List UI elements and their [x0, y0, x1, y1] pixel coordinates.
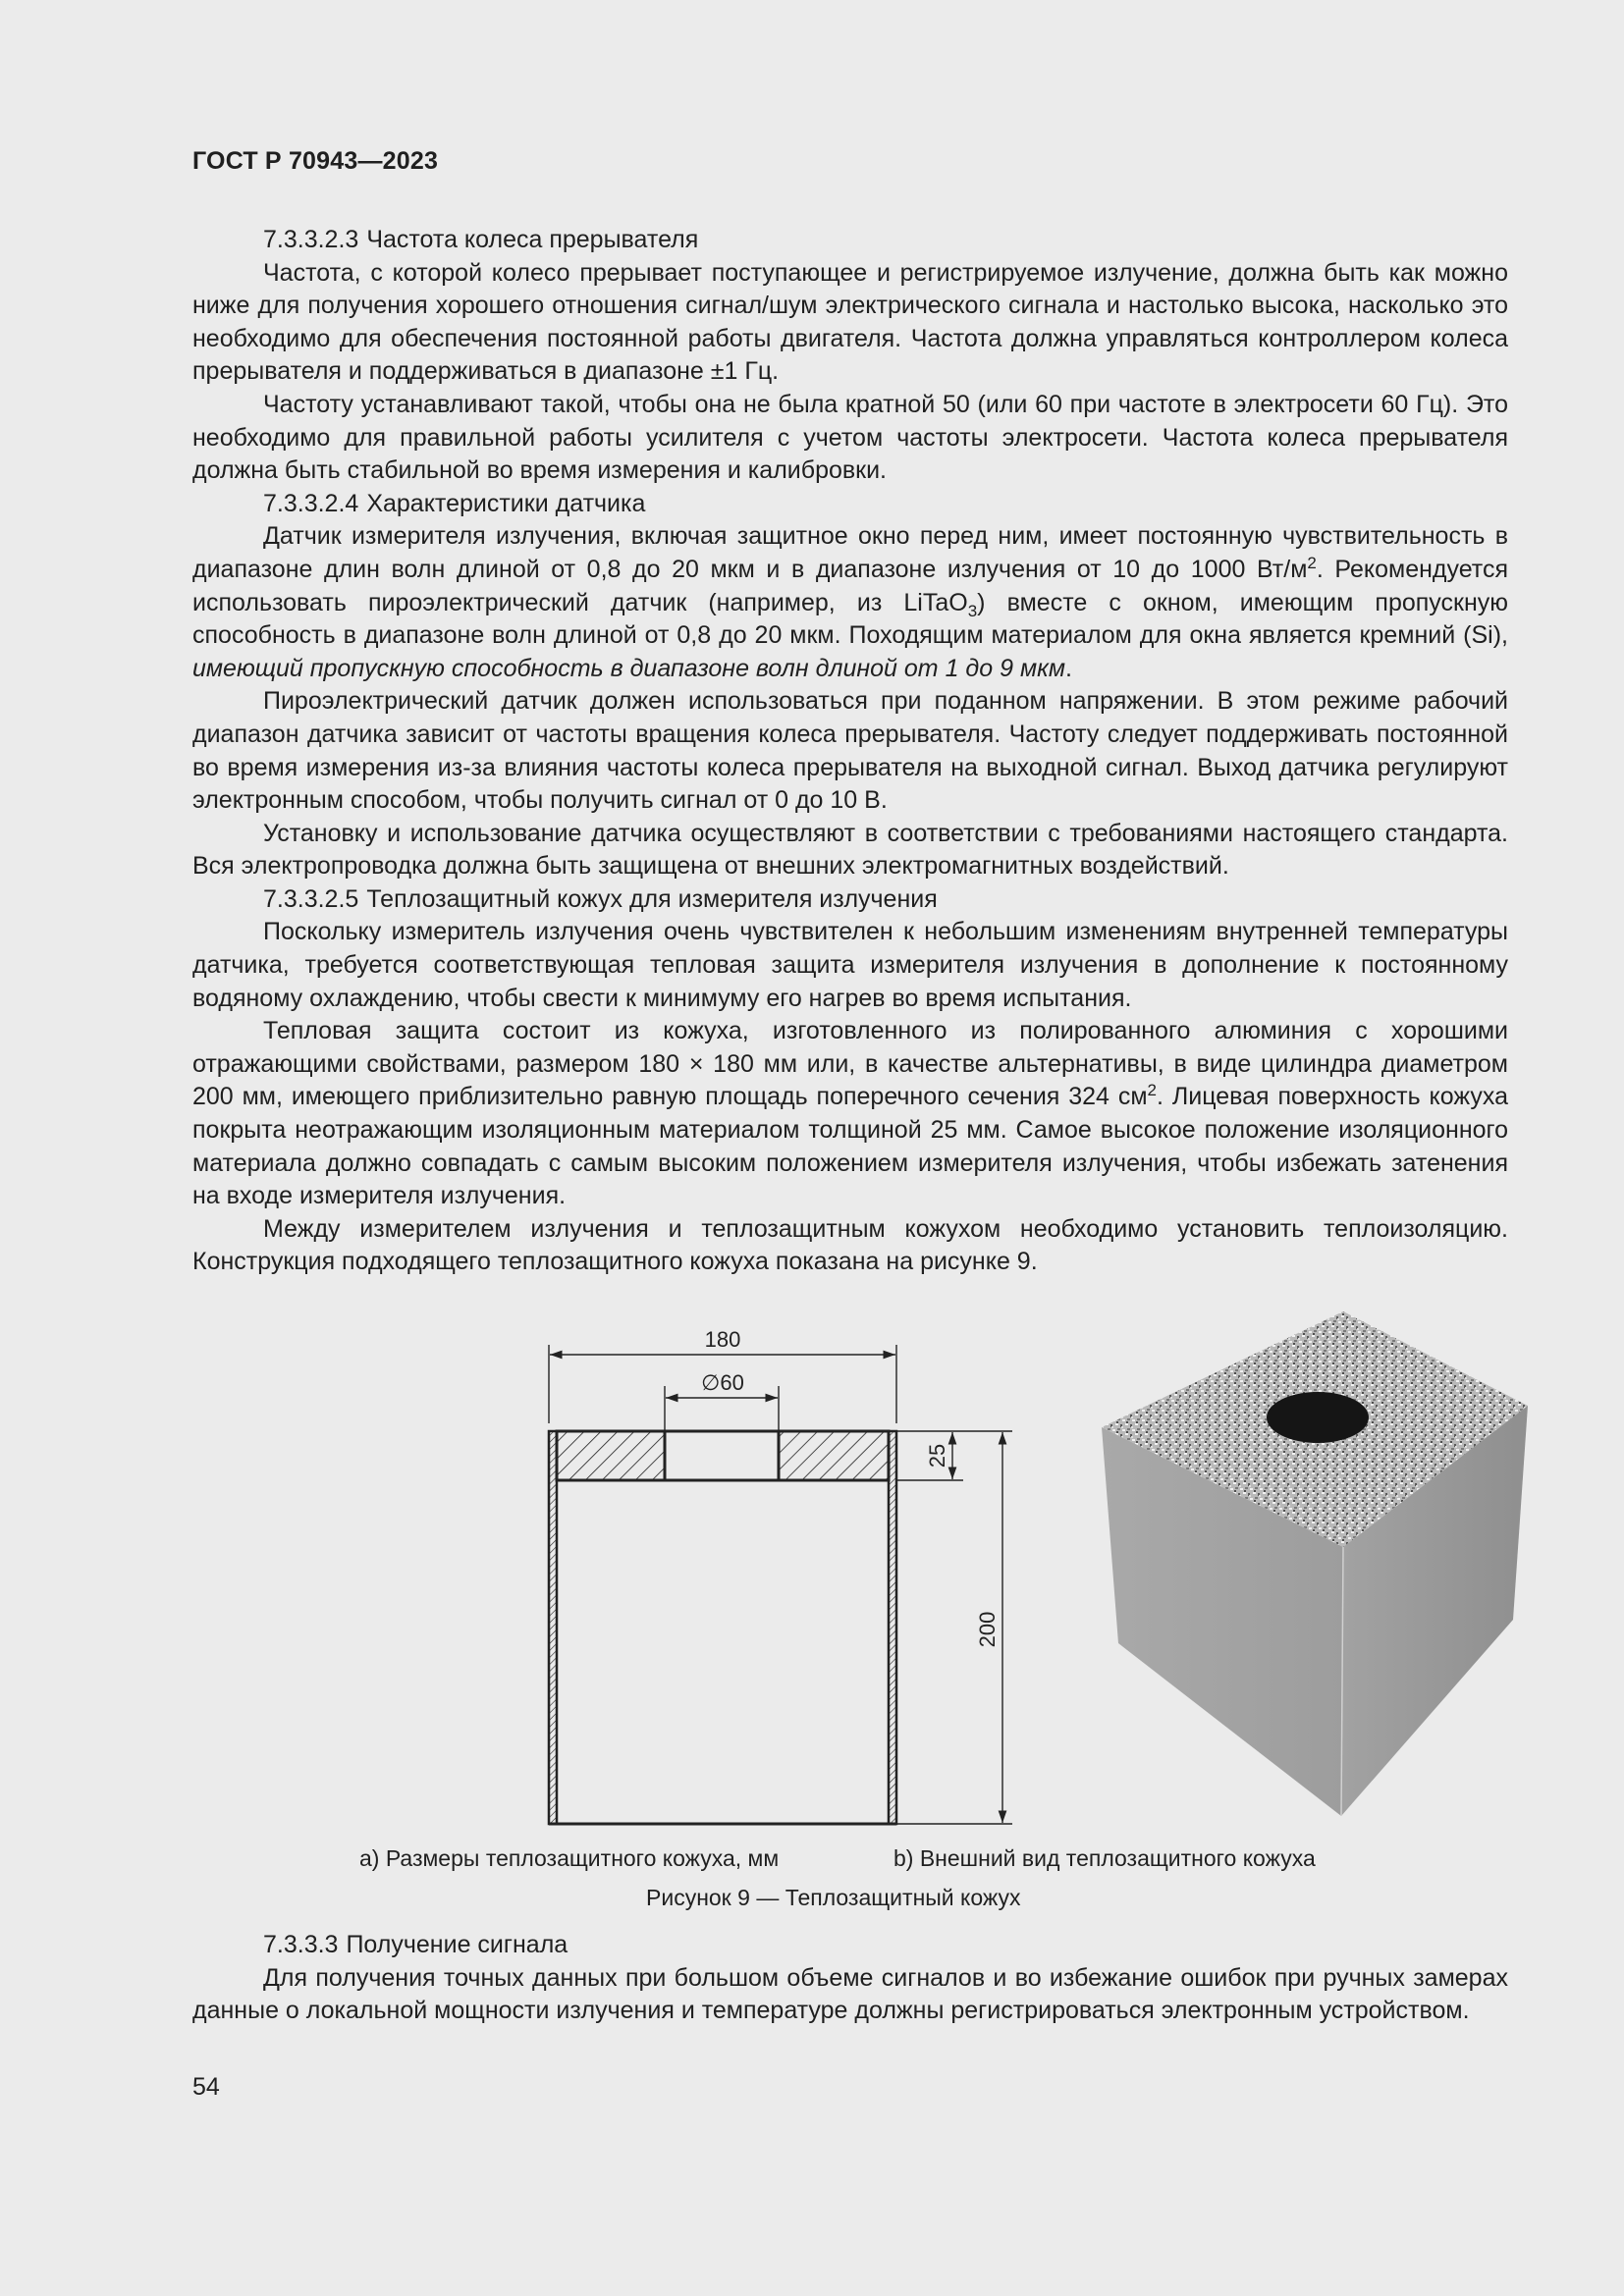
section-number: 7.3.3.2.3	[263, 226, 359, 253]
figure-9	[192, 1306, 1508, 1934]
superscript: 2	[1147, 1081, 1157, 1100]
figure-caption: Рисунок 9 — Теплозащитный кожух	[646, 1885, 1021, 1910]
dim-width-label: 180	[704, 1327, 741, 1352]
caption-b: b) Внешний вид теплозащитного кожуха	[893, 1845, 1316, 1871]
section-heading-7-3-3-3	[192, 1929, 1508, 1962]
text-run: . Лицевая поверхность кожуха покрыта неотражающим изоляционным материалом толщиной 25 мм. Самое высокое положение изоляционного материала должно совпадать с самым высоким положением измерителя излучения, чтобы избежать затенения на входе измерителя излучения.	[192, 1083, 1508, 1210]
paragraph	[192, 1015, 1508, 1213]
opening-hole	[1267, 1392, 1369, 1443]
superscript: 2	[1307, 553, 1317, 572]
paragraph: Поскольку измеритель излучения очень чувствителен к небольшим изменениям внутренней температуры датчика, требуется соответствующая тепловая защита измерителя излучения в дополнение к постоянному водяному охлаждению, чтобы свести к минимуму его нагрев во время испытания.	[192, 918, 1508, 1012]
text-run: Датчик измерителя излучения, включая защитное окно перед ним, имеет постоянную чувствительность в диапазоне длин волн длиной от 0,8 до 20 мкм и в диапазоне излучения от 10 до 1000 Вт/м	[192, 522, 1508, 583]
section-title: Характеристики датчика	[366, 489, 646, 517]
subscript: 3	[967, 601, 978, 620]
section-number: 7.3.3.3	[263, 1931, 339, 1958]
section-title: Частота колеса прерывателя	[366, 226, 699, 253]
body-text-bottom	[192, 1929, 1508, 2028]
text-run: . Рекомендуется использовать пироэлектрический датчик (например, из LiTaO	[192, 555, 1508, 616]
section-heading-7-3-3-2-5	[192, 883, 1508, 917]
section-number: 7.3.3.2.5	[263, 884, 359, 913]
dim-insulation-label: 25	[925, 1443, 949, 1468]
paragraph: Частота, с которой колесо прерывает поступающее и регистрируемое излучение, должна быть как можно ниже для получения хорошего отношения сигнал/шум электрического сигнала и настолько высока, насколько это необходимо для обеспечения постоянной работы двигателя. Частота должна управляться контроллером колеса прерывателя и поддерживаться в диапазоне ±1 Гц.	[192, 258, 1508, 386]
paragraph: Установку и использование датчика осуществляют в соответствии с требованиями настоящего стандарта. Вся электропроводка должна быть защищена от внешних электромагнитных воздействий.	[192, 819, 1508, 881]
enclosure-3d-view	[1076, 1306, 1547, 1836]
section-number: 7.3.3.2.4	[263, 489, 359, 517]
text-run: .	[1065, 654, 1072, 682]
paragraph: Для получения точных данных при большом объеме сигналов и во избежание ошибок при ручных замерах данные о локальной мощности излучения и температуре должны регистрироваться электронным устройством.	[192, 1963, 1508, 2025]
section-heading-7-3-3-2-3	[192, 224, 1508, 257]
text-run: Тепловая защита состоит из кожуха, изготовленного из полированного алюминия с хорошими отражающими свойствами, размером 180 × 180 мм или, в качестве альтернативы, в виде цилиндра диаметром 200 мм, имеющего приблизительно равную площадь поперечного сечения 324 см	[192, 1017, 1508, 1111]
page-number: 54	[192, 2073, 220, 2101]
dimension-drawing	[526, 1306, 1037, 1836]
caption-a: а) Размеры теплозащитного кожуха, мм	[359, 1845, 780, 1871]
dim-height-label: 200	[975, 1611, 1000, 1648]
document-header: ГОСТ Р 70943—2023	[192, 147, 439, 175]
dim-hole-label: ∅60	[701, 1370, 744, 1395]
section-heading-7-3-3-2-4	[192, 488, 1508, 521]
body-text-top	[192, 224, 1508, 1279]
paragraph: Частоту устанавливают такой, чтобы она не была кратной 50 (или 60 при частоте в электросети 60 Гц). Это необходимо для правильной работы усилителя с учетом частоты электросети. Частота колеса прерывателя должна быть стабильной во время измерения и калибровки.	[192, 390, 1508, 485]
paragraph	[192, 520, 1508, 685]
text-run: ) вместе с окном, имеющим пропускную способность в диапазоне волн длиной от 0,8 до 20 мкм. Походящим материалом для окна является кремний (Si),	[192, 588, 1508, 650]
italic-text: имеющий пропускную способность в диапазоне волн длиной от 1 до 9 мкм	[192, 654, 1066, 682]
section-title: Получение сигнала	[346, 1931, 568, 1958]
section-title: Теплозащитный кожух для измерителя излучения	[366, 884, 938, 913]
paragraph: Между измерителем излучения и теплозащитным кожухом необходимо установить теплоизоляцию. Конструкция подходящего теплозащитного кожуха показана на рисунке 9.	[192, 1214, 1508, 1276]
paragraph: Пироэлектрический датчик должен использоваться при поданном напряжении. В этом режиме рабочий диапазон датчика зависит от частоты вращения колеса прерывателя. Частоту следует поддерживать постоянной во время измерения из-за влияния частоты колеса прерывателя на выходной сигнал. Выход датчика регулируют электронным способом, чтобы получить сигнал от 0 до 10 В.	[192, 687, 1508, 815]
